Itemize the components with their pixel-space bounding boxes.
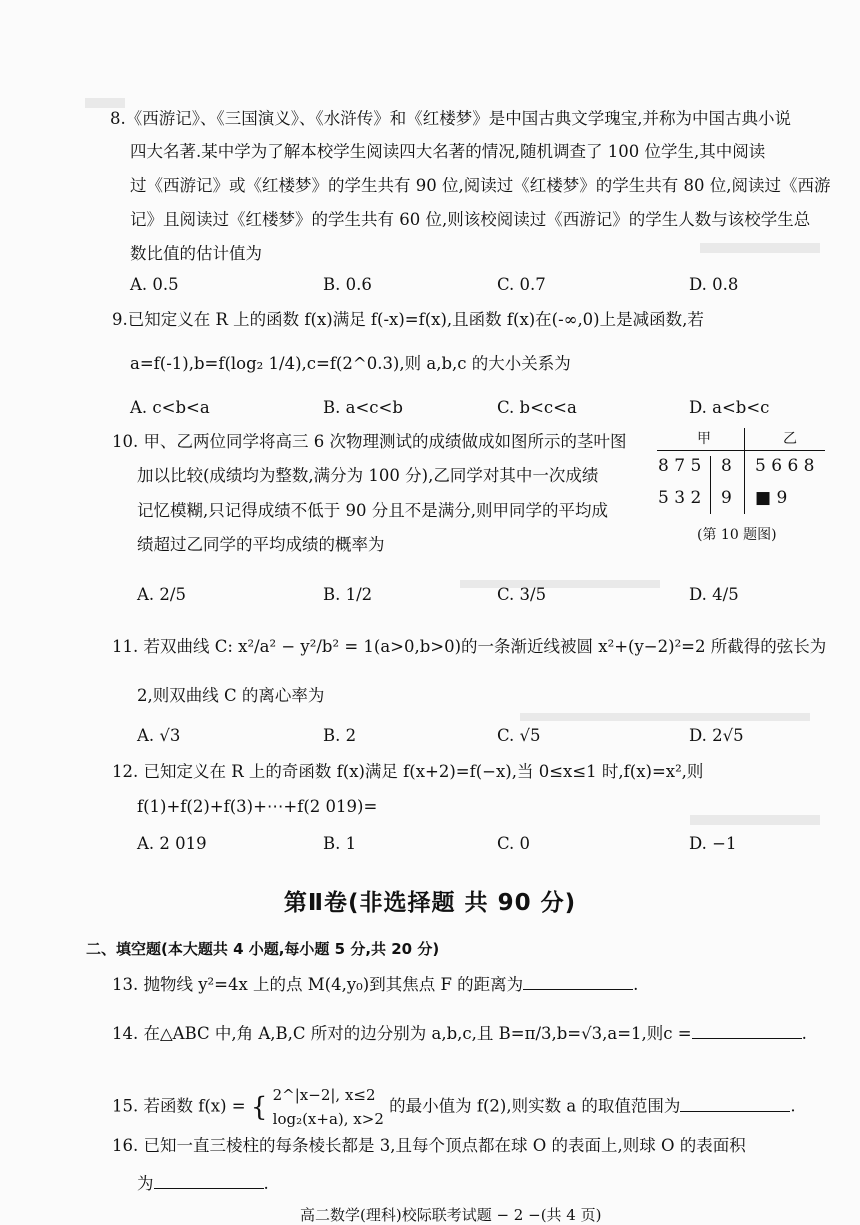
scan-noise [85,98,125,108]
q10-option-b: B. 1/2 [323,585,373,604]
q9-option-b: B. a<c<b [323,398,403,417]
stem-leaf-row1-right: 5 6 6 8 [755,456,815,476]
q13-text: 13. 抛物线 y²=4x 上的点 M(4,y₀)到其焦点 F 的距离为 [112,975,524,994]
q11-option-a: A. √3 [137,726,181,745]
q15-prefix: 15. 若函数 f(x) = [112,1096,246,1116]
q16-line-2-text: 为 [137,1174,154,1193]
stem-leaf-row2-stem: 9 [721,488,732,508]
stem-leaf-row2-right: ■ 9 [755,488,788,508]
stem-leaf-row2-left: 5 3 2 [658,488,702,508]
q12-line-1: 12. 已知定义在 R 上的奇函数 f(x)满足 f(x+2)=f(−x),当 0≤x≤1 时,f(x)=x²,则 [112,762,704,781]
q11-option-b: B. 2 [323,726,357,745]
stem-leaf-row1-left: 8 7 5 [658,456,702,476]
q11-option-d: D. 2√5 [689,726,744,745]
q16-answer-blank[interactable] [154,1172,264,1189]
q16-line-1: 16. 已知一直三棱柱的每条棱长都是 3,且每个顶点都在球 O 的表面上,则球 O 的表面积 [112,1136,746,1155]
stem-leaf-plot [655,428,830,553]
q9-option-d: D. a<b<c [689,398,770,417]
q11-option-c: C. √5 [497,726,541,745]
section-title: 第Ⅱ卷(非选择题 共 90 分) [283,890,577,916]
q8-line-3: 过《西游记》或《红楼梦》的学生共有 90 位,阅读过《红楼梦》的学生共有 80 位,阅读过《西游 [130,176,831,195]
q10-option-d: D. 4/5 [689,585,739,604]
q8-option-d: D. 0.8 [689,275,739,294]
q14-text: 14. 在△ABC 中,角 A,B,C 所对的边分别为 a,b,c,且 B=π/3,b=√3,a=1,则c = [112,1024,692,1043]
q13: 13. 抛物线 y²=4x 上的点 M(4,y₀)到其焦点 F 的距离为 . [112,975,639,994]
q9-option-c: C. b<c<a [497,398,577,417]
q8-line-4: 记》且阅读过《红楼梦》的学生共有 60 位,则该校阅读过《西游记》的学生人数与该校学生总 [130,210,811,229]
q13-answer-blank[interactable] [523,973,633,990]
q15-case-1: 2^|x−2|, x≤2 [272,1086,376,1104]
q14-answer-blank[interactable] [692,1022,802,1039]
q12-option-a: A. 2 019 [137,834,207,853]
stem-leaf-header-left: 甲 [697,431,711,447]
q10-option-c: C. 3/5 [497,585,547,604]
q10-option-a: A. 2/5 [137,585,186,604]
q15-suffix: 的最小值为 f(2),则实数 a 的取值范围为 [389,1096,681,1116]
stem-leaf-left-rule [710,456,711,514]
scan-noise [520,713,810,721]
scan-noise [460,580,660,588]
stem-leaf-right-rule [744,428,745,514]
stem-leaf-row1-stem: 8 [721,456,732,476]
q11-line-2: 2,则双曲线 C 的离心率为 [137,686,325,705]
q15-cases [273,1083,384,1131]
q15-answer-blank[interactable] [680,1095,790,1112]
q9-line-2: a=f(-1),b=f(log₂ 1/4),c=f(2^0.3),则 a,b,c 的大小关系为 [130,354,571,373]
q9-option-a: A. c<b<a [130,398,210,417]
q11-line-1: 11. 若双曲线 C: x²/a² − y²/b² = 1(a>0,b>0)的一条渐近线被圆 x²+(y−2)²=2 所截得的弦长为 [112,637,827,656]
q8-option-a: A. 0.5 [130,275,179,294]
q8-option-b: B. 0.6 [323,275,372,294]
page-footer: 高二数学(理科)校际联考试题 − 2 −(共 4 页) [300,1206,602,1224]
q8-option-c: C. 0.7 [497,275,546,294]
q10-line-4: 绩超过乙同学的平均成绩的概率为 [137,535,385,554]
q14: 14. 在△ABC 中,角 A,B,C 所对的边分别为 a,b,c,且 B=π/3,b=√3,a=1,则c = . [112,1024,807,1043]
figure-caption: (第 10 题图) [697,527,777,543]
stem-leaf-divider [657,450,825,451]
stem-leaf-header-right: 乙 [783,431,797,447]
q15-brace: { [250,1092,268,1123]
q12-line-2: f(1)+f(2)+f(3)+⋯+f(2 019)= [137,797,378,816]
q12-option-d: D. −1 [689,834,737,853]
q10-line-2: 加以比较(成绩均为整数,满分为 100 分),乙同学对其中一次成绩 [137,466,599,485]
scan-noise [690,815,820,825]
section-heading: 二、填空题(本大题共 4 小题,每小题 5 分,共 20 分) [86,940,440,958]
q8-line-5: 数比值的估计值为 [130,244,262,263]
q10-line-1: 10. 甲、乙两位同学将高三 6 次物理测试的成绩做成如图所示的茎叶图 [112,432,627,451]
scan-noise [700,243,820,253]
q12-option-b: B. 1 [323,834,357,853]
q9-line-1: 9.已知定义在 R 上的函数 f(x)满足 f(-x)=f(x),且函数 f(x)在(-∞,0)上是减函数,若 [112,310,704,329]
q16-line-2: 为 . [137,1174,269,1193]
q15-case-2: log₂(x+a), x>2 [272,1110,384,1128]
q8-line-1: 8.《西游记》、《三国演义》、《水浒传》和《红楼梦》是中国古典文学瑰宝,并称为中国古典小说 [110,109,791,128]
q15: 15. 若函数 f(x) = { 2^|x−2|, x≤2 log₂(x+a), x>2 的最小值为 f(2),则实数 a 的取值范围为 . [112,1083,796,1131]
q8-line-2: 四大名著.某中学为了解本校学生阅读四大名著的情况,随机调查了 100 位学生,其中阅读 [130,142,766,161]
q12-option-c: C. 0 [497,834,531,853]
q10-line-3: 记忆模糊,只记得成绩不低于 90 分且不是满分,则甲同学的平均成 [137,501,608,520]
